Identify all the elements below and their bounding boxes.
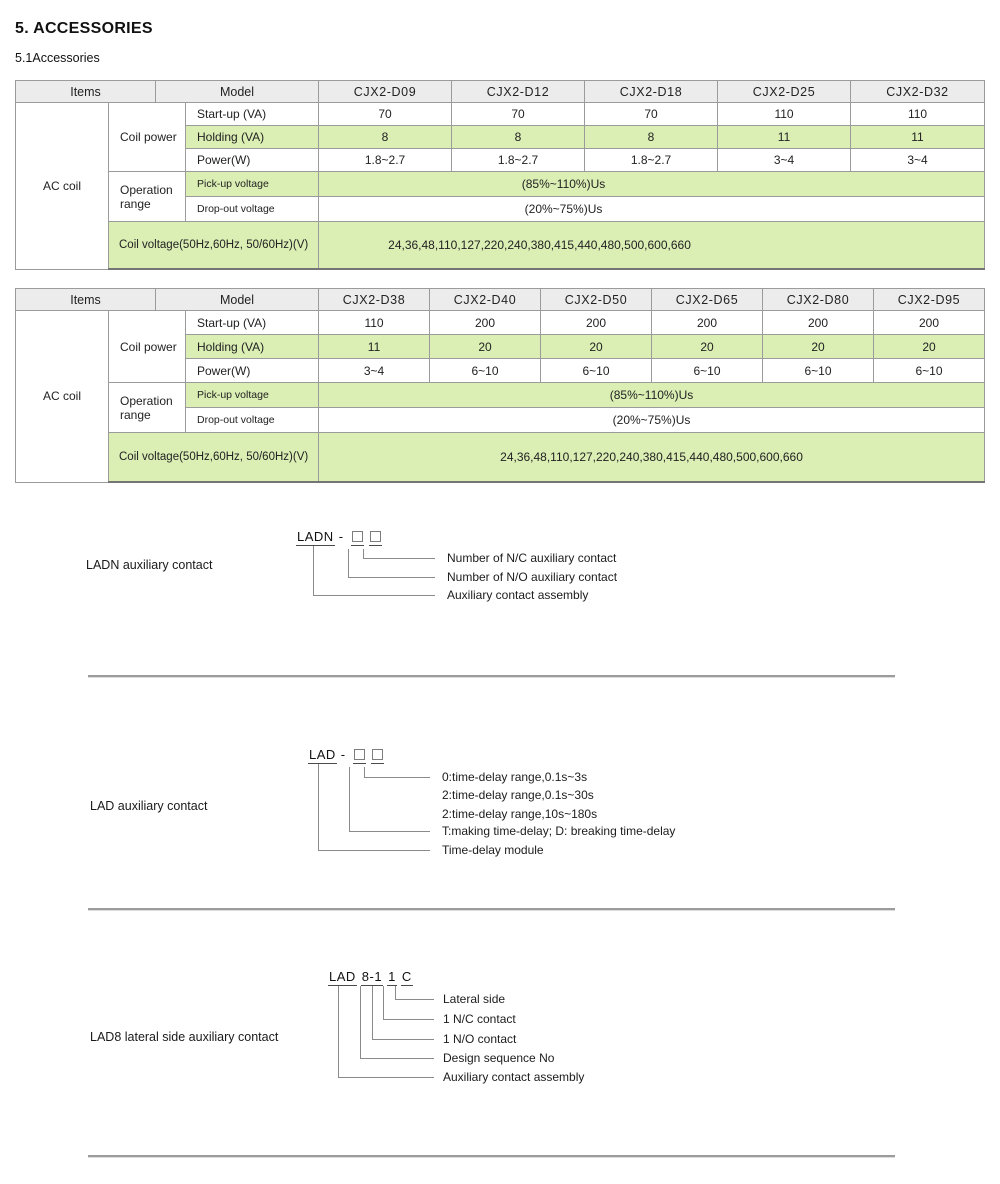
table-row — [16, 172, 985, 197]
value-cell: 20 — [874, 335, 985, 359]
callout-line-vertical — [372, 986, 373, 1039]
table-header-row — [16, 289, 985, 311]
model-header-cell: Model — [156, 81, 319, 103]
callout-label: Time-delay module — [442, 843, 544, 857]
model-name-cell: CJX2-D25 — [718, 81, 851, 103]
value-cell: 3~4 — [718, 149, 851, 172]
items-header-cell: Items — [16, 289, 156, 311]
model-name-cell: CJX2-D40 — [430, 289, 541, 311]
row-label-cell: Drop-out voltage — [186, 408, 319, 433]
callout-line-horizontal — [338, 1077, 434, 1078]
callout-line-vertical — [338, 986, 339, 1077]
row-label-cell: Pick-up voltage — [186, 172, 319, 197]
value-cell: 6~10 — [541, 359, 652, 383]
row-label-cell: Holding (VA) — [186, 335, 319, 359]
row-label-cell: Start-up (VA) — [186, 103, 319, 126]
callout-line-horizontal — [363, 558, 435, 559]
model-code-lad8 — [328, 970, 413, 986]
table-row — [16, 222, 985, 270]
table-row — [16, 433, 985, 483]
callout-line-horizontal — [383, 1019, 434, 1020]
placeholder-box — [372, 749, 383, 760]
value-cell-span: (20%~75%)Us — [319, 197, 985, 222]
value-cell: 200 — [652, 311, 763, 335]
value-cell: 200 — [430, 311, 541, 335]
diagram-section-label-ladn: LADN auxiliary contact — [86, 558, 213, 572]
diagram-section-label-lad8: LAD8 lateral side auxiliary contact — [90, 1030, 279, 1044]
placeholder-box-slot — [353, 748, 366, 764]
placeholder-box-slot — [351, 530, 364, 546]
items-header-cell: Items — [16, 81, 156, 103]
group-cell-coil-power: Coil power — [109, 103, 186, 172]
model-name-cell: CJX2-D50 — [541, 289, 652, 311]
spec-table-2 — [15, 288, 985, 483]
row-label-cell: Start-up (VA) — [186, 311, 319, 335]
spec-table-1 — [15, 80, 985, 270]
callout-label: 1 N/O contact — [443, 1032, 517, 1046]
callout-label: Number of N/O auxiliary contact — [447, 570, 618, 584]
callout-line-vertical — [313, 546, 314, 595]
code-text: LADN — [297, 529, 334, 544]
model-name-cell: CJX2-D38 — [319, 289, 430, 311]
value-cell: 200 — [763, 311, 874, 335]
code-text: LAD — [329, 969, 356, 984]
section-separator — [88, 1155, 895, 1158]
value-cell: 110 — [319, 311, 430, 335]
model-name-cell: CJX2-D32 — [851, 81, 985, 103]
table-row — [16, 311, 985, 335]
row-label-cell: Power(W) — [186, 149, 319, 172]
callout-line-horizontal — [318, 850, 430, 851]
value-cell: 20 — [430, 335, 541, 359]
callout-label: Design sequence No — [443, 1051, 555, 1065]
group-cell-ac-coil: AC coil — [16, 103, 109, 270]
section-subtitle: 5.1Accessories — [15, 51, 100, 65]
value-cell: 1.8~2.7 — [452, 149, 585, 172]
value-cell: 11 — [851, 126, 985, 149]
value-cell: 1.8~2.7 — [585, 149, 718, 172]
row-label-cell: Pick-up voltage — [186, 383, 319, 408]
value-cell: 8 — [452, 126, 585, 149]
value-cell: 1.8~2.7 — [319, 149, 452, 172]
value-cell: 3~4 — [851, 149, 985, 172]
diagram-section-label-lad: LAD auxiliary contact — [90, 799, 208, 813]
value-cell: 8 — [319, 126, 452, 149]
callout-line-vertical — [349, 767, 350, 831]
page-title: 5. ACCESSORIES — [15, 20, 153, 37]
value-cell: 6~10 — [874, 359, 985, 383]
placeholder-box — [352, 531, 363, 542]
group-cell-coil-power: Coil power — [109, 311, 186, 383]
value-cell: 3~4 — [319, 359, 430, 383]
value-cell: 110 — [718, 103, 851, 126]
callout-label: 1 N/C contact — [443, 1012, 516, 1026]
model-name-cell: CJX2-D95 — [874, 289, 985, 311]
code-dash: - — [340, 747, 346, 762]
row-label-cell: Holding (VA) — [186, 126, 319, 149]
value-cell: 11 — [319, 335, 430, 359]
value-cell: 110 — [851, 103, 985, 126]
callout-line-horizontal — [364, 777, 430, 778]
table-row — [16, 383, 985, 408]
value-cell: 6~10 — [763, 359, 874, 383]
code-dash: - — [338, 529, 344, 544]
callout-line-vertical — [363, 549, 364, 558]
callout-line-horizontal — [348, 577, 435, 578]
value-cell: 20 — [763, 335, 874, 359]
table-header-row — [16, 81, 985, 103]
model-name-cell: CJX2-D12 — [452, 81, 585, 103]
value-cell: 11 — [718, 126, 851, 149]
value-cell: 6~10 — [652, 359, 763, 383]
section-separator — [88, 675, 895, 678]
callout-label: 0:time-delay range,0.1s~3s — [442, 770, 588, 784]
callout-line-vertical — [383, 986, 384, 1019]
value-cell-span: (85%~110%)Us — [319, 172, 985, 197]
table-row — [16, 103, 985, 126]
row-label-cell-coil-voltage: Coil voltage(50Hz,60Hz, 50/60Hz)(V) — [109, 433, 319, 483]
model-name-cell: CJX2-D65 — [652, 289, 763, 311]
callout-line-horizontal — [360, 1058, 434, 1059]
value-cell: 6~10 — [430, 359, 541, 383]
group-cell-ac-coil: AC coil — [16, 311, 109, 483]
callout-line-vertical — [360, 986, 361, 1058]
placeholder-box-slot — [369, 530, 382, 546]
callout-line-vertical — [364, 767, 365, 777]
value-cell-span: (85%~110%)Us — [319, 383, 985, 408]
value-cell: 20 — [652, 335, 763, 359]
model-name-cell: CJX2-D09 — [319, 81, 452, 103]
value-cell-span: 24,36,48,110,127,220,240,380,415,440,480,500,600,660 — [319, 433, 985, 483]
value-cell: 8 — [585, 126, 718, 149]
value-cell: 70 — [585, 103, 718, 126]
value-cell: 20 — [541, 335, 652, 359]
model-code-ladn — [296, 530, 382, 546]
placeholder-box-slot — [371, 748, 384, 764]
code-text: C — [401, 969, 412, 984]
code-text: 8-1 — [361, 969, 383, 984]
value-cell-span: 24,36,48,110,127,220,240,380,415,440,480,500,600,660 — [319, 222, 985, 270]
callout-label: Auxiliary contact assembly — [447, 588, 589, 602]
value-cell-span: (20%~75%)Us — [319, 408, 985, 433]
callout-line-vertical — [348, 549, 349, 577]
value-cell: 70 — [452, 103, 585, 126]
placeholder-box — [354, 749, 365, 760]
callout-label: Number of N/C auxiliary contact — [447, 551, 617, 565]
callout-line-horizontal — [313, 595, 435, 596]
model-header-cell: Model — [156, 289, 319, 311]
row-label-cell-coil-voltage: Coil voltage(50Hz,60Hz, 50/60Hz)(V) — [109, 222, 319, 270]
group-cell-operation-range: Operation range — [109, 172, 186, 222]
value-cell: 200 — [874, 311, 985, 335]
model-name-cell: CJX2-D80 — [763, 289, 874, 311]
callout-label: 2:time-delay range,10s~180s — [442, 807, 598, 821]
callout-label: Auxiliary contact assembly — [443, 1070, 585, 1084]
callout-line-horizontal — [372, 1039, 434, 1040]
section-separator — [88, 908, 895, 911]
value-cell: 200 — [541, 311, 652, 335]
callout-label: 2:time-delay range,0.1s~30s — [442, 788, 594, 802]
callout-label: Lateral side — [443, 992, 506, 1006]
group-cell-operation-range: Operation range — [109, 383, 186, 433]
row-label-cell: Power(W) — [186, 359, 319, 383]
code-text: LAD — [309, 747, 336, 762]
callout-label: T:making time-delay; D: breaking time-delay — [442, 824, 676, 838]
value-cell: 70 — [319, 103, 452, 126]
row-label-cell: Drop-out voltage — [186, 197, 319, 222]
code-text: 1 — [388, 969, 396, 984]
callout-line-horizontal — [349, 831, 430, 832]
callout-line-vertical — [395, 986, 396, 999]
model-name-cell: CJX2-D18 — [585, 81, 718, 103]
callout-line-horizontal — [395, 999, 434, 1000]
model-code-lad — [308, 748, 384, 764]
callout-line-vertical — [318, 764, 319, 850]
placeholder-box — [370, 531, 381, 542]
